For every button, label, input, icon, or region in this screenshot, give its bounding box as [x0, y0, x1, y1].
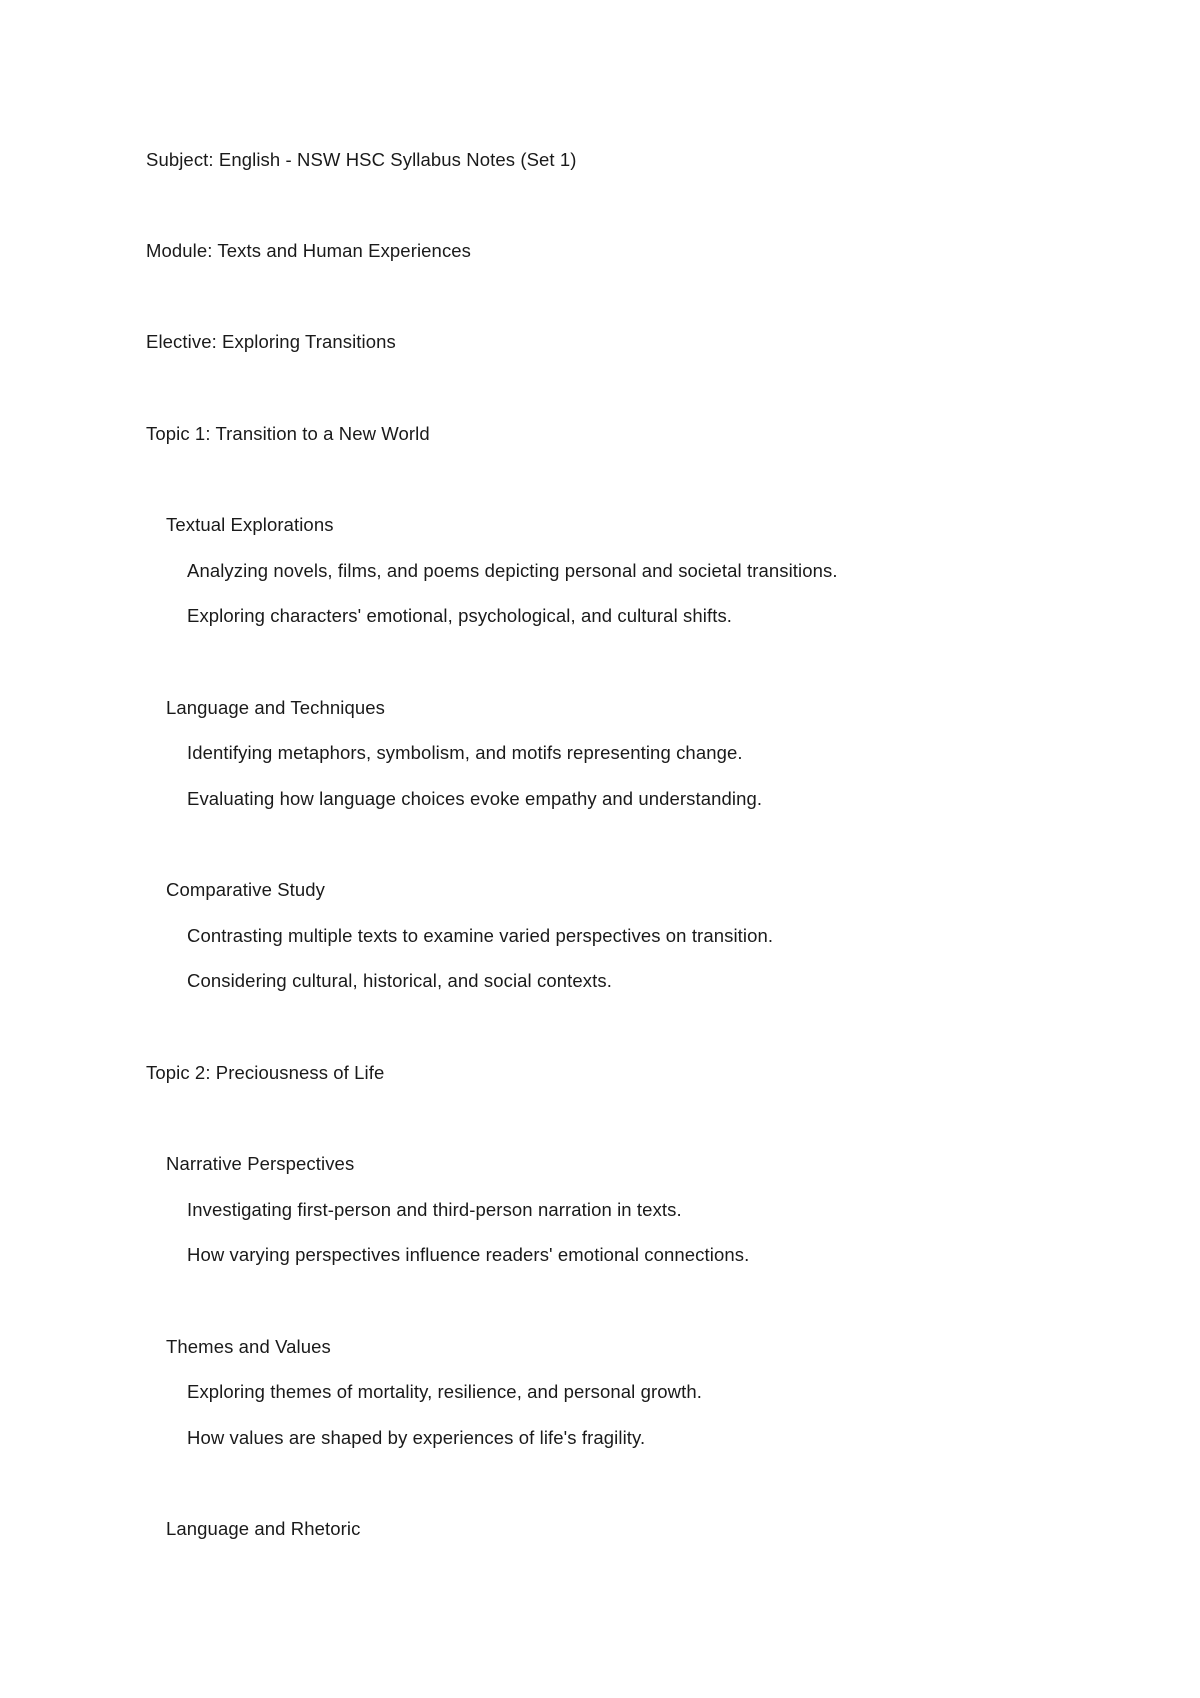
bullet-point: Investigating first-person and third-person narration in texts.: [187, 1199, 682, 1220]
section-heading: Themes and Values: [166, 1336, 331, 1357]
bullet-point: How values are shaped by experiences of life's fragility.: [187, 1427, 646, 1448]
section-heading: Language and Rhetoric: [166, 1518, 361, 1539]
section-heading: Language and Techniques: [166, 697, 386, 718]
section-heading: Narrative Perspectives: [166, 1153, 355, 1174]
bullet-point: Exploring characters' emotional, psychological, and cultural shifts.: [187, 605, 733, 626]
topic-1-title: Topic 1: Transition to a New World: [146, 423, 430, 444]
section-heading: Comparative Study: [166, 879, 326, 900]
module-line: Module: Texts and Human Experiences: [146, 240, 472, 261]
bullet-point: Exploring themes of mortality, resilience, and personal growth.: [187, 1381, 702, 1402]
bullet-point: Considering cultural, historical, and social contexts.: [187, 970, 612, 991]
bullet-point: Contrasting multiple texts to examine varied perspectives on transition.: [187, 925, 774, 946]
bullet-point: Evaluating how language choices evoke empathy and understanding.: [187, 788, 763, 809]
bullet-point: How varying perspectives influence readers' emotional connections.: [187, 1244, 750, 1265]
bullet-point: Analyzing novels, films, and poems depicting personal and societal transitions.: [187, 560, 838, 581]
bullet-point: Identifying metaphors, symbolism, and motifs representing change.: [187, 742, 743, 763]
elective-line: Elective: Exploring Transitions: [146, 331, 396, 352]
subject-line: Subject: English - NSW HSC Syllabus Notes (Set 1): [146, 149, 577, 170]
topic-2-title: Topic 2: Preciousness of Life: [146, 1062, 385, 1083]
section-heading: Textual Explorations: [166, 514, 334, 535]
